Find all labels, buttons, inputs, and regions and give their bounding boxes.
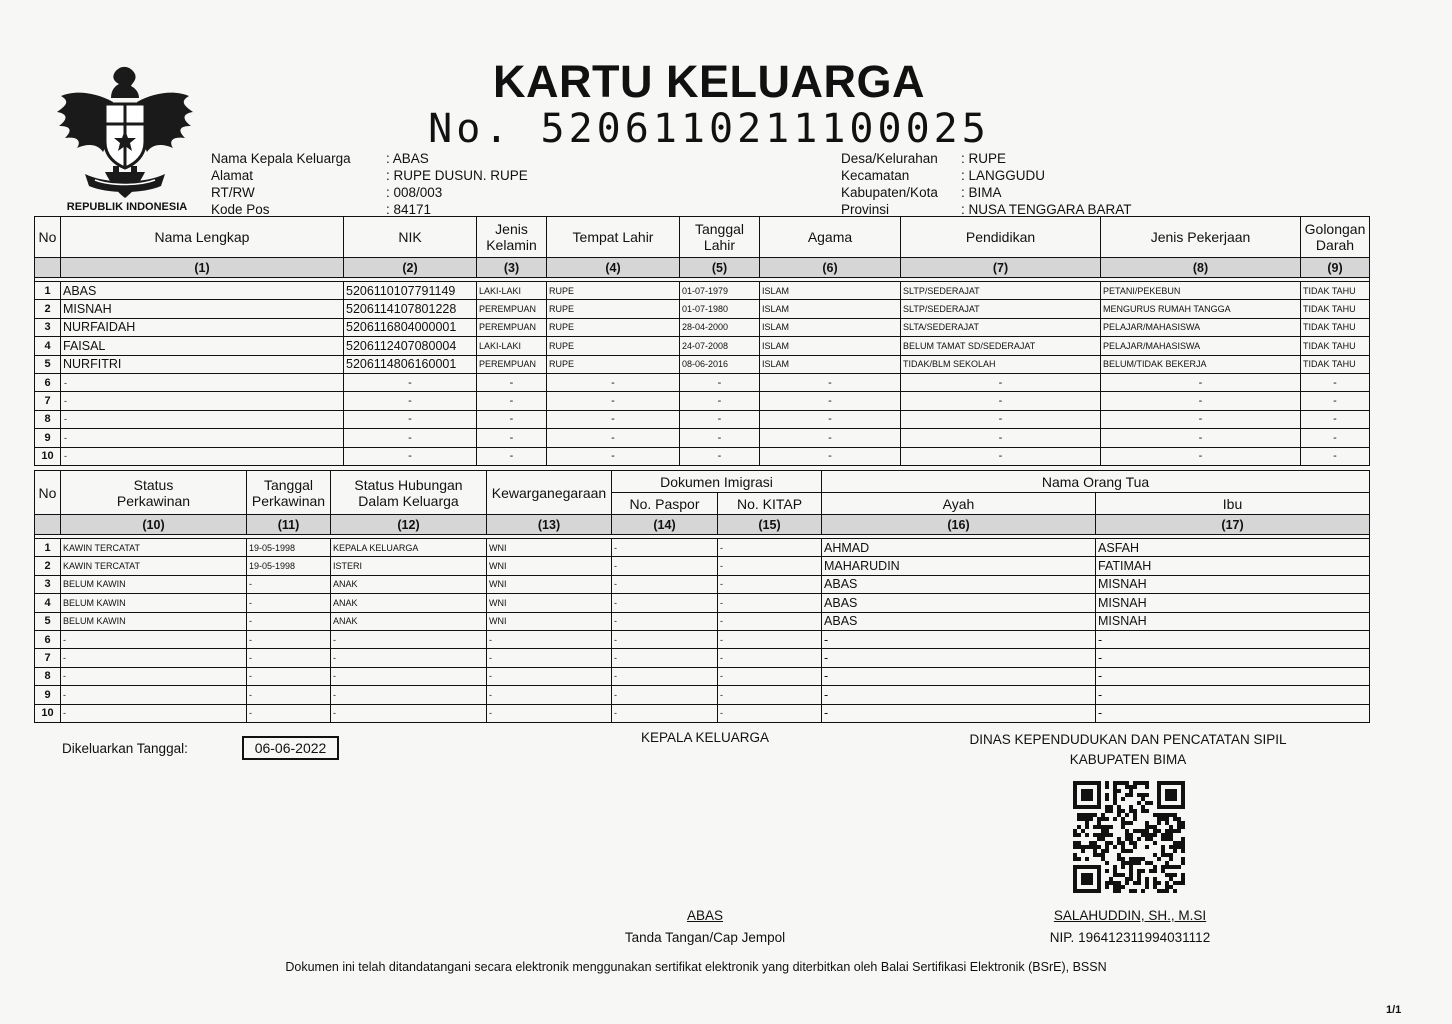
table-cell: WNI bbox=[487, 594, 612, 612]
info-label: Alamat bbox=[211, 168, 254, 183]
table-cell: 5 bbox=[35, 612, 61, 630]
table-cell: - bbox=[822, 704, 1096, 722]
header-jenis-pekerjaan: Jenis Pekerjaan bbox=[1101, 217, 1301, 258]
col-number: (1) bbox=[61, 258, 344, 278]
col-number: (3) bbox=[477, 258, 547, 278]
table-cell: - bbox=[1096, 649, 1370, 667]
info-label: Provinsi bbox=[841, 202, 890, 217]
table-cell: PETANI/PEKEBUN bbox=[1101, 282, 1301, 300]
kk-number: No. 5206110211100025 bbox=[428, 106, 990, 152]
header-no-paspor: No. Paspor bbox=[612, 493, 718, 515]
table-cell: KAWIN TERCATAT bbox=[61, 539, 247, 557]
pejabat-name: SALAHUDDIN, SH., M.SI bbox=[1053, 908, 1207, 923]
table-cell: - bbox=[612, 649, 718, 667]
issued-label: Dikeluarkan Tanggal: bbox=[62, 741, 188, 756]
table-cell: 7 bbox=[35, 649, 61, 667]
table-cell: - bbox=[61, 410, 344, 428]
table-cell: ANAK bbox=[331, 594, 487, 612]
col-number: (7) bbox=[901, 258, 1101, 278]
table-row bbox=[35, 282, 1370, 300]
table-cell: AHMAD bbox=[822, 539, 1096, 557]
table-cell: - bbox=[718, 630, 822, 648]
table-cell: - bbox=[247, 686, 331, 704]
table-cell: ISLAM bbox=[760, 337, 901, 355]
table-cell: - bbox=[1301, 410, 1370, 428]
table-cell: - bbox=[61, 429, 344, 447]
table-cell: 3 bbox=[35, 318, 61, 336]
table-cell: TIDAK TAHU bbox=[1301, 355, 1370, 373]
table-cell: - bbox=[487, 649, 612, 667]
table-row bbox=[35, 575, 1370, 593]
col-number: (16) bbox=[822, 515, 1096, 535]
table-cell: - bbox=[331, 649, 487, 667]
table-cell: BELUM KAWIN bbox=[61, 612, 247, 630]
col-number: (2) bbox=[344, 258, 477, 278]
table-cell: - bbox=[477, 429, 547, 447]
info-label: Desa/Kelurahan bbox=[841, 151, 938, 166]
table-cell: TIDAK/BLM SEKOLAH bbox=[901, 355, 1101, 373]
dinas-line1: DINAS KEPENDUDUKAN DAN PENCATATAN SIPIL bbox=[969, 732, 1287, 747]
table-cell: - bbox=[247, 575, 331, 593]
table-cell: WNI bbox=[487, 539, 612, 557]
table-cell: TIDAK TAHU bbox=[1301, 337, 1370, 355]
table-cell: ISTERI bbox=[331, 557, 487, 575]
table-cell: 10 bbox=[35, 447, 61, 465]
dinas-line2: KABUPATEN BIMA bbox=[1069, 752, 1187, 767]
table-cell: - bbox=[1096, 630, 1370, 648]
kepala-name: ABAS bbox=[686, 908, 724, 923]
table-row bbox=[35, 594, 1370, 612]
table-cell: LAKI-LAKI bbox=[477, 282, 547, 300]
table-cell: 3 bbox=[35, 575, 61, 593]
table-cell: - bbox=[1101, 373, 1301, 391]
table-cell: - bbox=[547, 373, 680, 391]
table-cell: RUPE bbox=[547, 318, 680, 336]
table-row bbox=[35, 686, 1370, 704]
table-cell: MISNAH bbox=[1096, 575, 1370, 593]
table-cell: - bbox=[1096, 704, 1370, 722]
table-cell: MISNAH bbox=[1096, 594, 1370, 612]
table-cell: - bbox=[547, 429, 680, 447]
col-number: (14) bbox=[612, 515, 718, 535]
table-cell: SLTA/SEDERAJAT bbox=[901, 318, 1101, 336]
table-cell: - bbox=[344, 447, 477, 465]
table-cell: MISNAH bbox=[61, 300, 344, 318]
table-row bbox=[35, 429, 1370, 447]
header-ibu: Ibu bbox=[1096, 493, 1370, 515]
table-cell: 1 bbox=[35, 539, 61, 557]
table-cell: - bbox=[487, 686, 612, 704]
table-cell: BELUM TAMAT SD/SEDERAJAT bbox=[901, 337, 1101, 355]
table-cell: 5206114806160001 bbox=[344, 355, 477, 373]
table-cell: ABAS bbox=[822, 575, 1096, 593]
table-cell: ANAK bbox=[331, 575, 487, 593]
table-cell: PEREMPUAN bbox=[477, 318, 547, 336]
table-cell: - bbox=[61, 649, 247, 667]
info-label: RT/RW bbox=[211, 185, 255, 200]
table-cell: - bbox=[1301, 429, 1370, 447]
table-cell: FAISAL bbox=[61, 337, 344, 355]
table-cell: RUPE bbox=[547, 300, 680, 318]
table-cell: - bbox=[680, 392, 760, 410]
table-cell: TIDAK TAHU bbox=[1301, 300, 1370, 318]
table-cell: WNI bbox=[487, 575, 612, 593]
table-cell: - bbox=[612, 686, 718, 704]
table-cell: PEREMPUAN bbox=[477, 300, 547, 318]
table-cell: - bbox=[61, 392, 344, 410]
table-cell: NURFAIDAH bbox=[61, 318, 344, 336]
table-cell: - bbox=[547, 392, 680, 410]
table-cell: - bbox=[247, 630, 331, 648]
table-cell: - bbox=[247, 667, 331, 685]
table-cell: TIDAK TAHU bbox=[1301, 318, 1370, 336]
table-cell: - bbox=[1101, 410, 1301, 428]
info-label: Kabupaten/Kota bbox=[841, 185, 938, 200]
table-cell: - bbox=[61, 704, 247, 722]
table-cell: - bbox=[718, 649, 822, 667]
col-number: (13) bbox=[487, 515, 612, 535]
table-cell: - bbox=[612, 594, 718, 612]
table-cell: - bbox=[680, 410, 760, 428]
info-value: : NUSA TENGGARA BARAT bbox=[961, 202, 1132, 217]
table-cell: - bbox=[344, 392, 477, 410]
table-cell: - bbox=[487, 704, 612, 722]
table-cell: PEREMPUAN bbox=[477, 355, 547, 373]
table-cell: - bbox=[547, 447, 680, 465]
table-cell: - bbox=[718, 612, 822, 630]
table-cell: ABAS bbox=[61, 282, 344, 300]
header-tempat-lahir: Tempat Lahir bbox=[547, 217, 680, 258]
table-row bbox=[35, 337, 1370, 355]
table-row bbox=[35, 539, 1370, 557]
table-cell: 8 bbox=[35, 410, 61, 428]
table-cell: - bbox=[61, 667, 247, 685]
table-cell: - bbox=[718, 575, 822, 593]
table-cell: RUPE bbox=[547, 282, 680, 300]
table-cell: - bbox=[1301, 392, 1370, 410]
table-cell: - bbox=[344, 410, 477, 428]
family-status-table bbox=[34, 470, 1370, 723]
table1-header-row bbox=[35, 217, 1370, 258]
table-cell: SLTP/SEDERAJAT bbox=[901, 300, 1101, 318]
table-cell: - bbox=[760, 392, 901, 410]
table-cell: - bbox=[760, 410, 901, 428]
table-cell: - bbox=[612, 557, 718, 575]
pejabat-nip: NIP. 196412311994031112 bbox=[1049, 930, 1211, 945]
info-label: Nama Kepala Keluarga bbox=[211, 151, 351, 166]
table-cell: 6 bbox=[35, 373, 61, 391]
table-cell: - bbox=[1096, 686, 1370, 704]
info-value: : 84171 bbox=[386, 202, 432, 217]
table-cell: - bbox=[718, 594, 822, 612]
col-number: (12) bbox=[331, 515, 487, 535]
table-cell: 19-05-1998 bbox=[247, 557, 331, 575]
table-cell: - bbox=[331, 630, 487, 648]
dinas-label bbox=[940, 730, 1316, 770]
col-number: (15) bbox=[718, 515, 822, 535]
table-cell: 5206116804000001 bbox=[344, 318, 477, 336]
info-value: : LANGGUDU bbox=[961, 168, 1046, 183]
issued-date: 06-06-2022 bbox=[242, 736, 339, 760]
table-cell: BELUM/TIDAK BEKERJA bbox=[1101, 355, 1301, 373]
table-cell: - bbox=[612, 630, 718, 648]
table-cell: - bbox=[1096, 667, 1370, 685]
table-cell: - bbox=[1301, 447, 1370, 465]
table-cell: ISLAM bbox=[760, 282, 901, 300]
table-cell: - bbox=[680, 429, 760, 447]
table-cell: KEPALA KELUARGA bbox=[331, 539, 487, 557]
table-cell: - bbox=[760, 447, 901, 465]
table-cell: MENGURUS RUMAH TANGGA bbox=[1101, 300, 1301, 318]
table-cell: 7 bbox=[35, 392, 61, 410]
table-cell: MAHARUDIN bbox=[822, 557, 1096, 575]
table-cell: ANAK bbox=[331, 612, 487, 630]
table-cell: 2 bbox=[35, 557, 61, 575]
table-row bbox=[35, 318, 1370, 336]
info-label: Kecamatan bbox=[841, 168, 910, 183]
table-cell: 2 bbox=[35, 300, 61, 318]
table-row bbox=[35, 704, 1370, 722]
table-row bbox=[35, 649, 1370, 667]
header-ayah: Ayah bbox=[822, 493, 1096, 515]
col-number: (9) bbox=[1301, 258, 1370, 278]
table-cell: - bbox=[822, 649, 1096, 667]
table-cell: BELUM KAWIN bbox=[61, 575, 247, 593]
header-no-kitap: No. KITAP bbox=[718, 493, 822, 515]
disclaimer-text: Dokumen ini telah ditandatangani secara elektronik menggunakan sertifikat elektronik yang diterbitkan oleh Balai Sertifikasi Elektronik (BSrE), BSSN bbox=[285, 960, 1107, 974]
col-number: (11) bbox=[247, 515, 331, 535]
table-cell: ISLAM bbox=[760, 355, 901, 373]
header-status-hubungan: Status Hubungan Dalam Keluarga bbox=[331, 471, 487, 515]
table-cell: 10 bbox=[35, 704, 61, 722]
col-number: (6) bbox=[760, 258, 901, 278]
table-cell: LAKI-LAKI bbox=[477, 337, 547, 355]
table-cell: 5206114107801228 bbox=[344, 300, 477, 318]
table-cell: ISLAM bbox=[760, 300, 901, 318]
table-cell: - bbox=[680, 447, 760, 465]
table-row bbox=[35, 300, 1370, 318]
table-cell: 28-04-2000 bbox=[680, 318, 760, 336]
table-cell: - bbox=[331, 667, 487, 685]
table-cell: - bbox=[487, 630, 612, 648]
header-nama-lengkap: Nama Lengkap bbox=[61, 217, 344, 258]
table-cell: - bbox=[901, 392, 1101, 410]
table-cell: - bbox=[718, 704, 822, 722]
table-cell: 24-07-2008 bbox=[680, 337, 760, 355]
table-cell: - bbox=[1301, 373, 1370, 391]
table-cell: - bbox=[487, 667, 612, 685]
col-number: (4) bbox=[547, 258, 680, 278]
document-title: KARTU KELUARGA bbox=[493, 56, 925, 107]
table-cell: - bbox=[247, 649, 331, 667]
table-cell: - bbox=[61, 686, 247, 704]
table-cell: - bbox=[61, 447, 344, 465]
table-cell: PELAJAR/MAHASISWA bbox=[1101, 318, 1301, 336]
table-cell: ISLAM bbox=[760, 318, 901, 336]
table-cell: - bbox=[612, 575, 718, 593]
table-cell: - bbox=[718, 686, 822, 704]
emblem-caption: REPUBLIK INDONESIA bbox=[66, 201, 188, 213]
table-row bbox=[35, 557, 1370, 575]
table-cell: 4 bbox=[35, 337, 61, 355]
page-number: 1/1 bbox=[1386, 1004, 1402, 1016]
table-cell: - bbox=[547, 410, 680, 428]
col-number: (5) bbox=[680, 258, 760, 278]
table-cell: - bbox=[247, 704, 331, 722]
table-cell: - bbox=[344, 373, 477, 391]
table-cell: 5206112407080004 bbox=[344, 337, 477, 355]
family-members-table bbox=[34, 216, 1370, 466]
table-cell: KAWIN TERCATAT bbox=[61, 557, 247, 575]
header-nik: NIK bbox=[344, 217, 477, 258]
table-cell: - bbox=[331, 686, 487, 704]
table-row bbox=[35, 410, 1370, 428]
table-cell: - bbox=[901, 447, 1101, 465]
col-number: (10) bbox=[61, 515, 247, 535]
table-cell: - bbox=[1101, 429, 1301, 447]
header-kewarganegaraan: Kewarganegaraan bbox=[487, 471, 612, 515]
table-cell: WNI bbox=[487, 557, 612, 575]
table-cell: RUPE bbox=[547, 337, 680, 355]
table-cell: - bbox=[612, 667, 718, 685]
table-cell: 6 bbox=[35, 630, 61, 648]
table-cell: - bbox=[718, 539, 822, 557]
col-number: (17) bbox=[1096, 515, 1370, 535]
table-cell: ABAS bbox=[822, 594, 1096, 612]
qr-code-icon bbox=[1073, 781, 1185, 893]
table2-colnum-row bbox=[35, 515, 1370, 535]
table-cell: - bbox=[901, 410, 1101, 428]
table-cell: - bbox=[1101, 392, 1301, 410]
table-cell: FATIMAH bbox=[1096, 557, 1370, 575]
table-cell: - bbox=[760, 429, 901, 447]
table-cell: - bbox=[612, 539, 718, 557]
header-agama: Agama bbox=[760, 217, 901, 258]
table-cell: - bbox=[822, 630, 1096, 648]
table-row bbox=[35, 667, 1370, 685]
table-row bbox=[35, 355, 1370, 373]
table-cell: - bbox=[901, 373, 1101, 391]
table-cell: 9 bbox=[35, 686, 61, 704]
table-cell: - bbox=[61, 630, 247, 648]
table-cell: 5 bbox=[35, 355, 61, 373]
table-cell: - bbox=[477, 447, 547, 465]
col-number: (8) bbox=[1101, 258, 1301, 278]
info-value: : ABAS bbox=[386, 151, 429, 166]
table-cell: - bbox=[477, 410, 547, 428]
table-cell: - bbox=[247, 612, 331, 630]
table-row bbox=[35, 447, 1370, 465]
table-cell: - bbox=[822, 686, 1096, 704]
header-dokumen-imigrasi: Dokumen Imigrasi bbox=[612, 471, 822, 493]
info-value: : 008/003 bbox=[386, 185, 443, 200]
table-row bbox=[35, 612, 1370, 630]
table-cell: 9 bbox=[35, 429, 61, 447]
info-value: : RUPE DUSUN. RUPE bbox=[386, 168, 528, 183]
table-cell: WNI bbox=[487, 612, 612, 630]
table-row bbox=[35, 630, 1370, 648]
header-no: No bbox=[35, 471, 61, 515]
info-value: : BIMA bbox=[961, 185, 1002, 200]
table-cell: - bbox=[680, 373, 760, 391]
table-cell: 19-05-1998 bbox=[247, 539, 331, 557]
table-cell: - bbox=[718, 557, 822, 575]
table-cell: TIDAK TAHU bbox=[1301, 282, 1370, 300]
table-cell: MISNAH bbox=[1096, 612, 1370, 630]
table-cell: 4 bbox=[35, 594, 61, 612]
table2-header-row1 bbox=[35, 471, 1370, 493]
table-cell: - bbox=[901, 429, 1101, 447]
table-cell: - bbox=[612, 704, 718, 722]
header-golongan-darah: Golongan Darah bbox=[1301, 217, 1370, 258]
table-cell: - bbox=[344, 429, 477, 447]
header-tanggal-perkawinan: Tanggal Perkawinan bbox=[247, 471, 331, 515]
table-cell: 08-06-2016 bbox=[680, 355, 760, 373]
table-cell: - bbox=[331, 704, 487, 722]
header-no: No bbox=[35, 217, 61, 258]
table-cell: 1 bbox=[35, 282, 61, 300]
table-cell: - bbox=[477, 373, 547, 391]
table-cell: 01-07-1979 bbox=[680, 282, 760, 300]
table-cell: - bbox=[247, 594, 331, 612]
table-row bbox=[35, 373, 1370, 391]
table-cell: - bbox=[61, 373, 344, 391]
table-cell: - bbox=[760, 373, 901, 391]
table-cell: - bbox=[822, 667, 1096, 685]
table-cell: BELUM KAWIN bbox=[61, 594, 247, 612]
table-cell: ABAS bbox=[822, 612, 1096, 630]
header-tanggal-lahir: Tanggal Lahir bbox=[680, 217, 760, 258]
table-cell: - bbox=[1101, 447, 1301, 465]
header-status-perkawinan: Status Perkawinan bbox=[61, 471, 247, 515]
table-cell: PELAJAR/MAHASISWA bbox=[1101, 337, 1301, 355]
table-cell: 8 bbox=[35, 667, 61, 685]
table-cell: 01-07-1980 bbox=[680, 300, 760, 318]
table-cell: - bbox=[477, 392, 547, 410]
info-value: : RUPE bbox=[961, 151, 1007, 166]
table-cell: SLTP/SEDERAJAT bbox=[901, 282, 1101, 300]
table-cell: - bbox=[718, 667, 822, 685]
kepala-signature-label: Tanda Tangan/Cap Jempol bbox=[624, 930, 786, 945]
table1-colnum-row bbox=[35, 258, 1370, 278]
info-label: Kode Pos bbox=[211, 202, 270, 217]
table-cell: ASFAH bbox=[1096, 539, 1370, 557]
table-cell: NURFITRI bbox=[61, 355, 344, 373]
header-jenis-kelamin: Jenis Kelamin bbox=[477, 217, 547, 258]
table-cell: - bbox=[612, 612, 718, 630]
table-cell: 5206110107791149 bbox=[344, 282, 477, 300]
kepala-keluarga-label: KEPALA KELUARGA bbox=[640, 730, 770, 745]
table-row bbox=[35, 392, 1370, 410]
table-cell: RUPE bbox=[547, 355, 680, 373]
header-nama-orang-tua: Nama Orang Tua bbox=[822, 471, 1370, 493]
header-pendidikan: Pendidikan bbox=[901, 217, 1101, 258]
